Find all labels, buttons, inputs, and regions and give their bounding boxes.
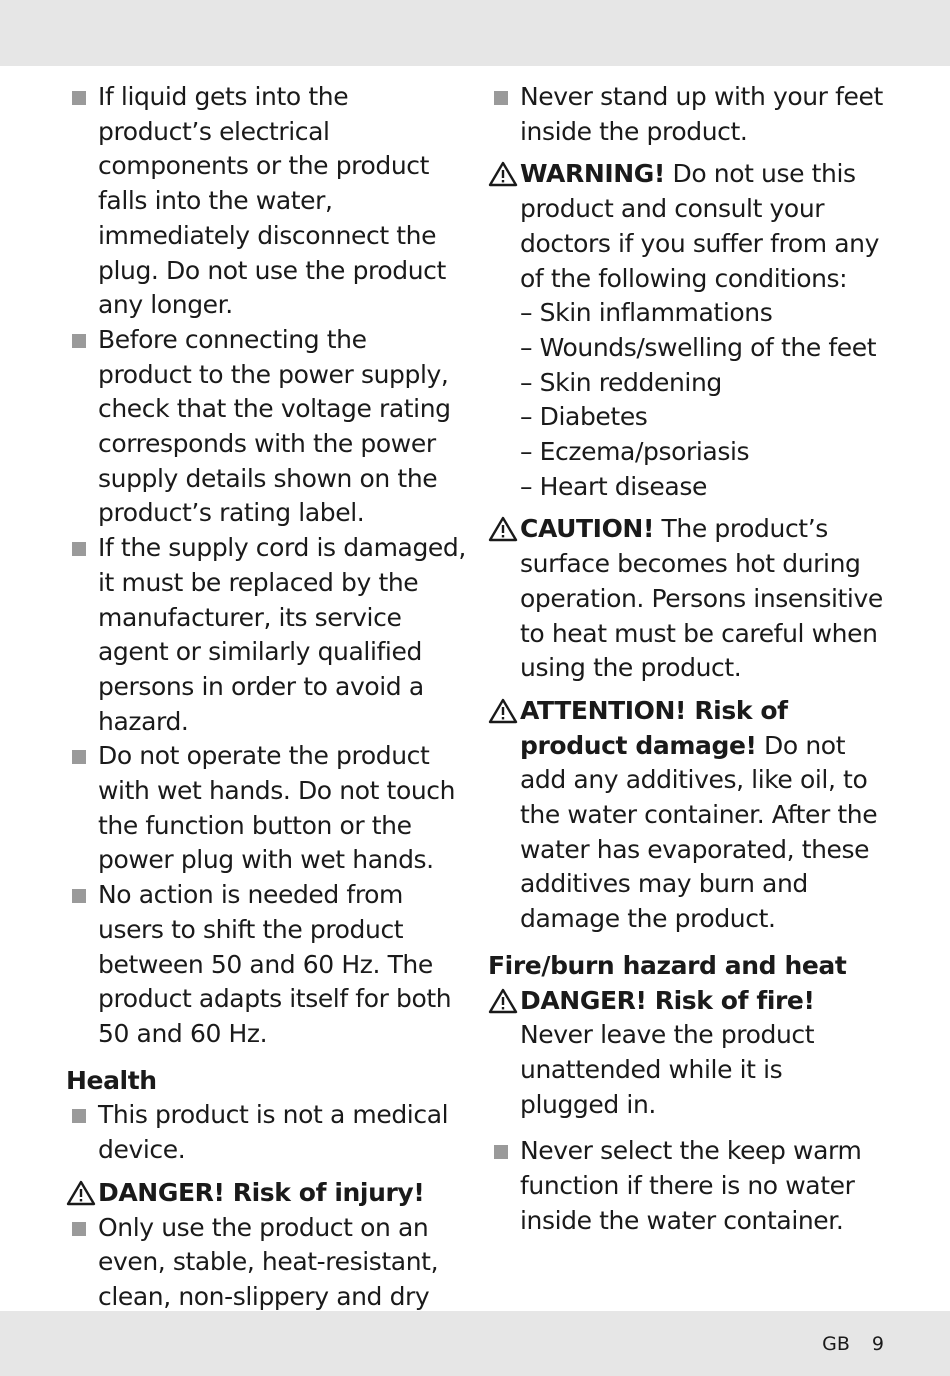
bullet-liquid: If liquid gets into the product’s electrical components or the product falls into the water, immediately disconnect the plug. Do not use the product any longer. [66, 80, 466, 323]
caution-label: CAUTION! [520, 514, 654, 544]
danger-injury-label: DANGER! Risk of injury! [98, 1177, 425, 1207]
warning-triangle-icon [488, 698, 518, 724]
attention-block [488, 694, 888, 937]
header-band [0, 0, 950, 66]
warning-label: WARNING! [520, 159, 665, 189]
condition-item: – Diabetes [520, 402, 648, 432]
attention-label: ATTENTION! Risk of product damage! [520, 695, 788, 760]
right-column [488, 80, 888, 1239]
warning-block [488, 157, 888, 296]
bullet-floor: Only use the product on an even, stable, heat-resistant, clean, non-slippery and dry [66, 1211, 466, 1350]
attention-text: Do not add any additives, like oil, to the water container. After the water has evaporated, these additives may burn and damage the product. [520, 730, 878, 934]
warning-triangle-icon [488, 988, 518, 1014]
language-code: GB [822, 1333, 850, 1355]
condition-item: – Eczema/psoriasis [520, 437, 750, 467]
danger-fire-label: DANGER! Risk of fire! [520, 985, 815, 1015]
warning-triangle-icon [488, 516, 518, 542]
bullet-supply-cord: If the supply cord is damaged, it must be replaced by the manufacturer, its service agent or similarly qualified persons in order to avoid a hazard. [66, 531, 466, 739]
condition-item: – Heart disease [520, 471, 707, 501]
health-heading: Health [66, 1065, 157, 1095]
bullet-wet-hands: Do not operate the product with wet hands. Do not touch the function button or the power plug with wet hands. [66, 739, 466, 878]
warning-triangle-icon [488, 161, 518, 187]
bullet-voltage: Before connecting the product to the power supply, check that the voltage rating corresponds with the power supply details shown on the product’s rating label. [66, 323, 466, 531]
condition-item: – Skin reddening [520, 367, 722, 397]
danger-fire-block [488, 984, 888, 1019]
warning-text: Do not use this product and consult your doctors if you suffer from any of the following conditions: [520, 159, 879, 293]
danger-injury-block [66, 1176, 466, 1211]
bullet-frequency: No action is needed from users to shift the product between 50 and 60 Hz. The product adapts itself for both 50 and 60 Hz. [66, 878, 466, 1052]
page-number: 9 [871, 1333, 884, 1355]
left-column [66, 80, 466, 1349]
fire-heading: Fire/burn hazard and heat [488, 950, 847, 980]
caution-block [488, 512, 888, 686]
warning-triangle-icon [66, 1180, 96, 1206]
danger-fire-text: Never leave the product unattended while it is plugged in. [520, 1020, 815, 1119]
page-footer [800, 1333, 884, 1355]
bullet-feet: Never stand up with your feet inside the product. [488, 80, 888, 149]
condition-item: – Wounds/swelling of the feet [520, 332, 877, 362]
caution-text: The product’s surface becomes hot during operation. Persons insensitive to heat must be careful when using the product. [520, 514, 883, 683]
bullet-keep-warm: Never select the keep warm function if there is no water inside the water container. [488, 1134, 888, 1238]
bullet-not-medical: This product is not a medical device. [66, 1098, 466, 1167]
condition-item: – Skin inflammations [520, 298, 773, 328]
